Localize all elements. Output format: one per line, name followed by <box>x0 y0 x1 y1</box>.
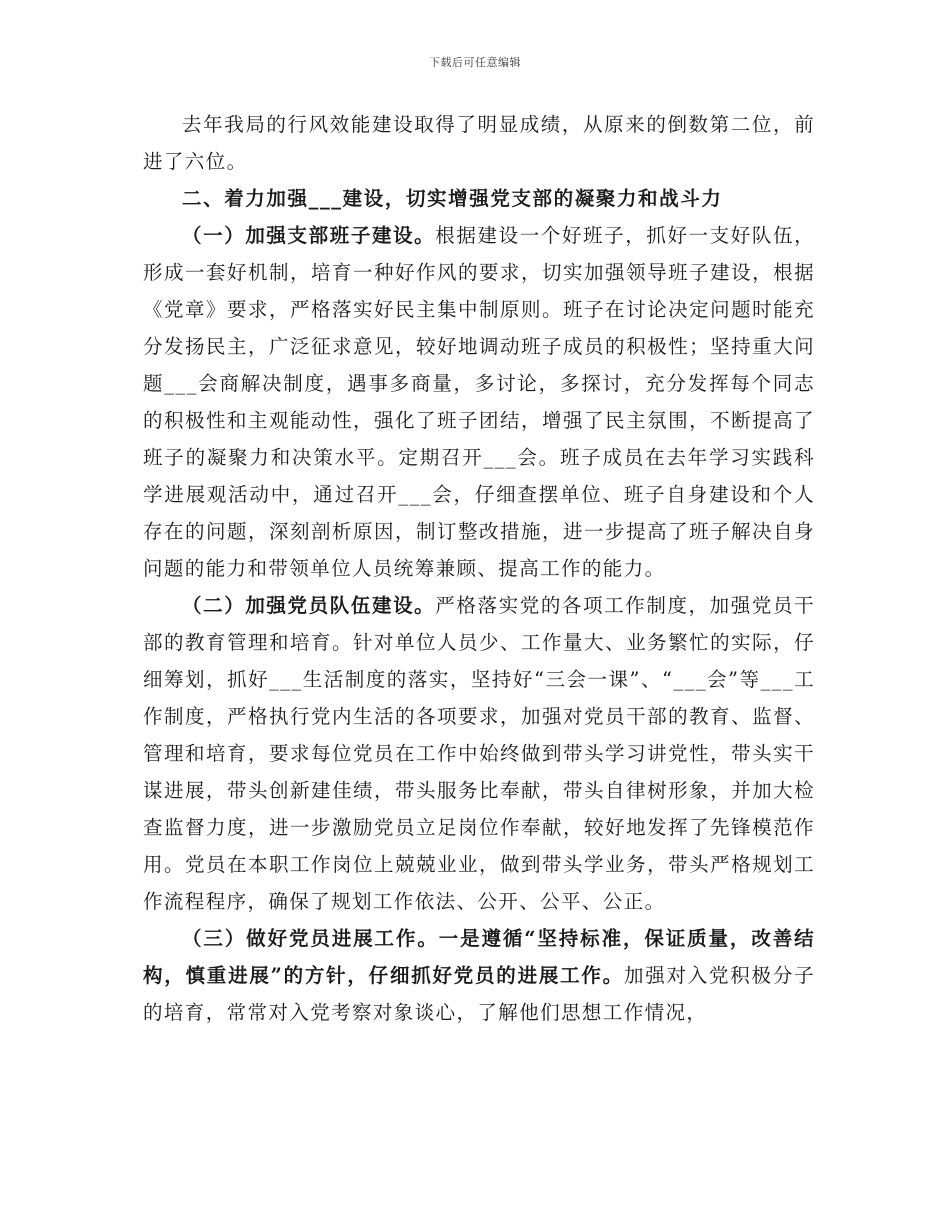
subheading-party-members: （二）加强党员队伍建设。 <box>182 594 436 617</box>
paragraph-branch-team <box>143 217 815 587</box>
paragraph-text: 加强对入党积极分子的培育，常常对入党考察对象谈心，了解他们思想工作情况， <box>143 964 815 1024</box>
paragraph-member-development <box>143 920 815 1031</box>
paragraph-party-members <box>143 587 815 920</box>
paragraph-text: 根据建设一个好班子，抓好一支好队伍，形成一套好机制，培育一种好作风的要求，切实加强领导班子建设，根据《党章》要求，严格落实好民主集中制原则。班子在讨论决定问题时能充分发扬民主，广泛征求意见，较好地调动班子成员的积极性；坚持重大问题___会商解决制度，遇事多商量，多讨论，多探讨，充分发挥每个同志的积极性和主观能动性，强化了班子团结，增强了民主氛围，不断提高了班子的凝聚力和决策水平。定期召开___会。班子成员在去年学习实践科学进展观活动中，通过召开___会，仔细查摆单位、班子自身建设和个人存在的问题，深刻剖析原因，制订整改措施，进一步提高了班子解决自身问题的能力和带领单位人员统筹兼顾、提高工作的能力。 <box>143 224 815 580</box>
paragraph-continuation: 去年我局的行风效能建设取得了明显成绩，从原来的倒数第二位，前进了六位。 <box>143 113 815 173</box>
page-header: 下载后可任意编辑 <box>429 56 521 69</box>
document-body <box>143 106 815 1031</box>
paragraph-text: 严格落实党的各项工作制度，加强党员干部的教育管理和培育。针对单位人员少、工作量大、业务繁忙的实际，仔细筹划，抓好___生活制度的落实，坚持好“三会一课”、“___会”等___工作制度，严格执行党内生活的各项要求，加强对党员干部的教育、监督、管理和培育，要求每位党员在工作中始终做到带头学习讲党性，带头实干谋进展，带头创新建佳绩，带头服务比奉献，带头自律树形象，并加大检查监督力度，进一步激励党员立足岗位作奉献，较好地发挥了先锋模范作用。党员在本职工作岗位上兢兢业业，做到带头学业务，带头严格规划工作流程程序，确保了规划工作依法、公开、公平、公正。 <box>143 594 815 913</box>
subheading-member-development: （三）做好党员进展工作。一是遵循“坚持标准，保证质量，改善结构，慎重进展”的方针，仔细抓好党员的进展工作。 <box>143 927 815 987</box>
section-heading-2: 二、着力加强___建设，切实增强党支部的凝聚力和战斗力 <box>182 187 723 210</box>
subheading-branch-team: （一）加强支部班子建设。 <box>182 224 436 247</box>
